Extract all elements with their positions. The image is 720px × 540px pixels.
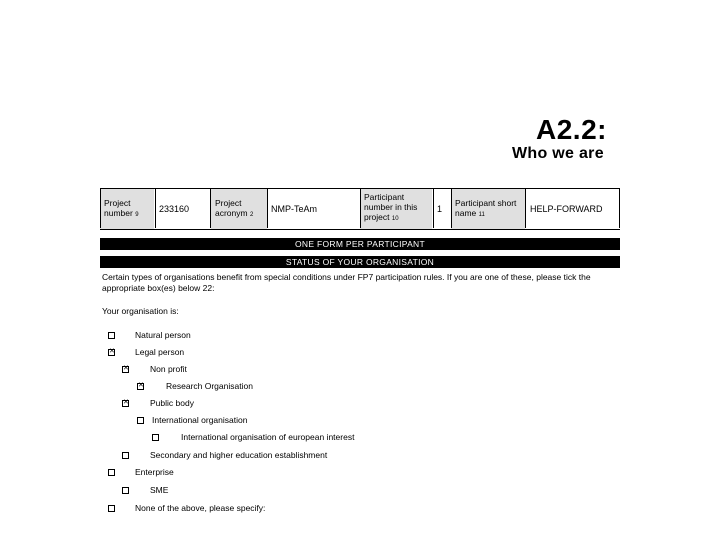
table-divider	[451, 188, 452, 228]
option-label: Non profit	[150, 364, 187, 374]
status-banner: STATUS OF YOUR ORGANISATION	[100, 256, 620, 268]
option-checkbox[interactable]	[137, 417, 144, 424]
table-divider	[525, 188, 526, 228]
option-label: International organisation of european interest	[181, 432, 355, 442]
option-checkbox[interactable]	[108, 349, 115, 356]
option-checkbox[interactable]	[122, 366, 129, 373]
option-label: None of the above, please specify:	[135, 503, 266, 513]
option-checkbox[interactable]	[108, 505, 115, 512]
option-checkbox[interactable]	[152, 434, 159, 441]
one-form-banner: ONE FORM PER PARTICIPANT	[100, 238, 620, 250]
option-label: Natural person	[135, 330, 191, 340]
option-label: International organisation	[152, 415, 248, 425]
table-divider	[210, 188, 211, 228]
option-label: Secondary and higher education establishment	[150, 450, 328, 460]
option-label: Research Organisation	[166, 381, 253, 391]
table-divider	[267, 188, 268, 228]
participant-short-name-value: HELP-FORWARD	[530, 204, 603, 214]
option-checkbox[interactable]	[122, 487, 129, 494]
option-checkbox[interactable]	[122, 400, 129, 407]
your-organisation-label: Your organisation is:	[102, 306, 179, 316]
option-checkbox[interactable]	[122, 452, 129, 459]
option-checkbox[interactable]	[137, 383, 144, 390]
option-label: Public body	[150, 398, 194, 408]
table-divider	[100, 188, 101, 228]
intro-paragraph: Certain types of organisations benefit from special conditions under FP7 participation rules. If you are one of these, please tick the appropriate box(es) below 22:	[102, 272, 591, 293]
project-acronym-label: Project acronym 2	[211, 189, 267, 229]
option-label: SME	[150, 485, 169, 495]
option-label: Legal person	[135, 347, 185, 357]
table-divider	[433, 188, 434, 228]
section-title: Who we are	[512, 145, 604, 162]
participant-short-name-label: Participant short name 11	[451, 189, 525, 229]
option-checkbox[interactable]	[108, 332, 115, 339]
participant-number-value: 1	[437, 204, 443, 214]
option-checkbox[interactable]	[108, 469, 115, 476]
table-divider	[619, 188, 620, 228]
project-number-label: Project number 9	[100, 189, 154, 229]
participant-number-label: Participant number in this project 10	[360, 189, 432, 229]
section-number: A2.2:	[536, 114, 607, 145]
option-label: Enterprise	[135, 467, 174, 477]
table-divider	[360, 188, 361, 228]
table-divider	[155, 188, 156, 228]
project-number-value: 233160	[159, 204, 190, 214]
project-acronym-value: NMP-TeAm	[271, 204, 318, 214]
